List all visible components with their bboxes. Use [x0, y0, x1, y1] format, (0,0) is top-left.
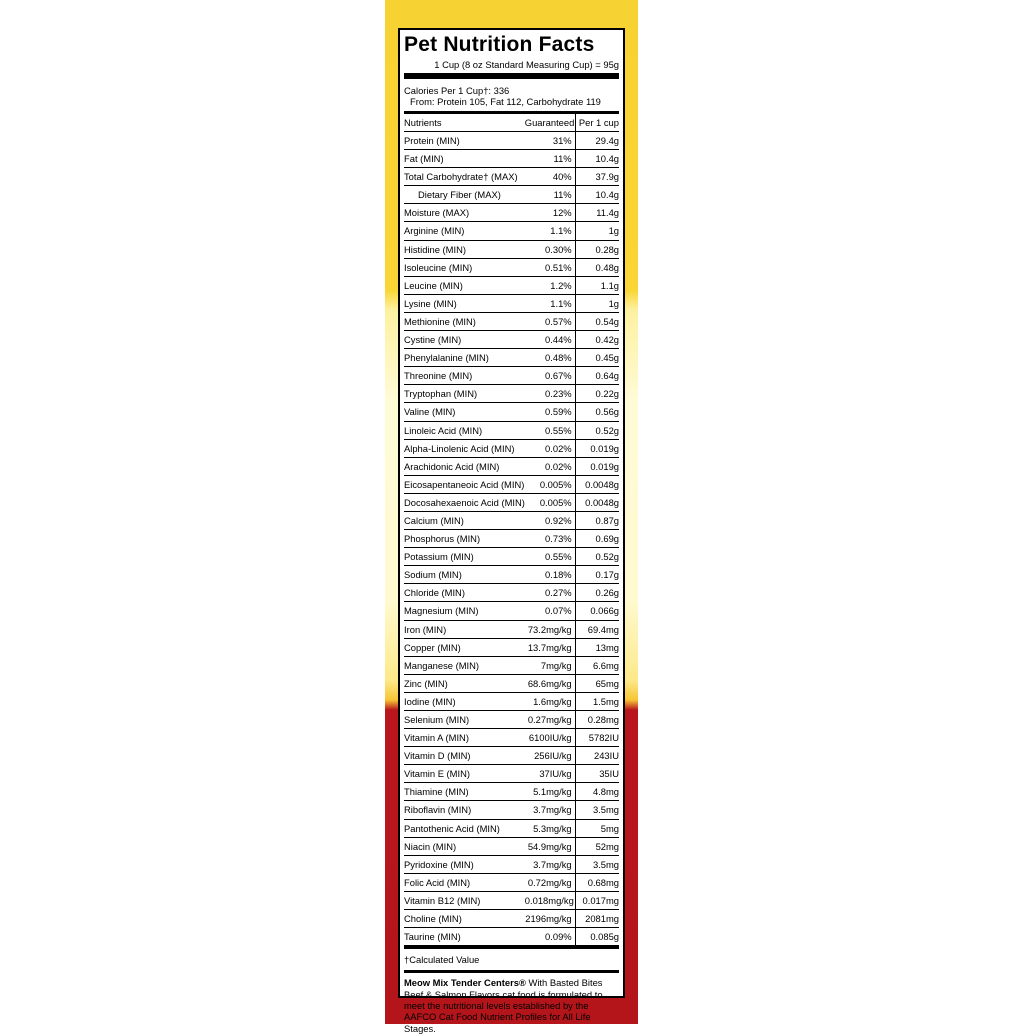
table-row — [404, 259, 619, 277]
guaranteed-value: 6100IU/kg — [525, 729, 575, 746]
table-row — [404, 910, 619, 928]
guaranteed-value: 7mg/kg — [525, 657, 575, 674]
guaranteed-value: 11% — [525, 186, 575, 203]
per-cup-value: 11.4g — [596, 207, 620, 219]
nutrient-name: Histidine (MIN) — [404, 243, 466, 255]
table-row — [404, 729, 619, 747]
per-cup-value: 0.0048g — [585, 478, 620, 490]
table-row — [404, 747, 619, 765]
nutrient-name: Manganese (MIN) — [404, 659, 480, 671]
nutrient-name: Vitamin E (MIN) — [404, 768, 470, 780]
guaranteed-value: 0.18% — [525, 566, 575, 583]
table-row — [404, 801, 619, 819]
per-cup-value: 52mg — [595, 840, 620, 852]
nutrient-name: Iron (MIN) — [404, 623, 447, 635]
per-cup-value: 3.5mg — [592, 858, 620, 870]
per-cup-value: 0.085g — [590, 931, 620, 943]
guaranteed-value: 31% — [525, 132, 575, 149]
nutrient-name: Magnesium (MIN) — [404, 605, 479, 617]
per-cup-value: 0.52g — [595, 424, 620, 436]
guaranteed-value: 0.005% — [525, 476, 575, 493]
per-cup-value: 0.0048g — [585, 496, 620, 508]
guaranteed-value: 0.72mg/kg — [525, 874, 575, 891]
nutrient-name: Cystine (MIN) — [404, 334, 462, 346]
guaranteed-value: 13.7mg/kg — [525, 639, 575, 656]
table-row — [404, 566, 619, 584]
table-row — [404, 675, 619, 693]
per-cup-value: 5mg — [600, 822, 620, 834]
per-cup-value: 0.45g — [595, 352, 620, 364]
nutrient-name: Arginine (MIN) — [404, 225, 465, 237]
nutrient-name: Threonine (MIN) — [404, 370, 473, 382]
table-row — [404, 458, 619, 476]
header-nutrients: Nutrients — [404, 117, 442, 128]
nutrient-name: Copper (MIN) — [404, 641, 461, 653]
per-cup-value: 0.56g — [595, 406, 620, 418]
table-row — [404, 711, 619, 729]
table-row — [404, 403, 619, 421]
per-cup-value: 10.4g — [595, 153, 620, 165]
guaranteed-value: 0.27% — [525, 584, 575, 601]
nutrition-facts-panel — [398, 28, 625, 1034]
per-cup-value: 0.69g — [595, 533, 620, 545]
guaranteed-value: 37IU/kg — [525, 765, 575, 782]
table-row — [404, 422, 619, 440]
per-cup-value: 29.4g — [595, 135, 620, 146]
guaranteed-value: 73.2mg/kg — [525, 621, 575, 638]
guaranteed-value: 0.51% — [525, 259, 575, 276]
guaranteed-value: 5.3mg/kg — [525, 820, 575, 837]
table-row — [404, 530, 619, 548]
per-cup-value: 6.6mg — [592, 659, 620, 671]
guaranteed-value: 12% — [525, 204, 575, 221]
nutrient-name: Linoleic Acid (MIN) — [404, 424, 483, 436]
serving-size: 1 Cup (8 oz Standard Measuring Cup) = 95g — [404, 58, 619, 79]
per-cup-value: 0.019g — [590, 460, 620, 472]
nutrient-table-body — [404, 132, 619, 946]
brand-name: Meow Mix Tender Centers® — [404, 977, 526, 989]
guaranteed-value: 0.07% — [525, 602, 575, 619]
table-row — [404, 548, 619, 566]
per-cup-value: 1.5mg — [592, 695, 620, 707]
nutrient-name: Niacin (MIN) — [404, 840, 457, 852]
nutrient-name: Pyridoxine (MIN) — [404, 858, 474, 870]
per-cup-value: 0.17g — [595, 569, 620, 581]
guaranteed-value: 0.30% — [525, 241, 575, 258]
guaranteed-value: 0.73% — [525, 530, 575, 547]
aafco-statement — [404, 973, 619, 1034]
guaranteed-value: 1.1% — [525, 295, 575, 312]
table-row — [404, 367, 619, 385]
nutrient-name: Vitamin B12 (MIN) — [404, 894, 481, 906]
nutrient-name: Methionine (MIN) — [404, 315, 476, 327]
per-cup-value: 13mg — [595, 641, 620, 653]
nutrient-name: Calcium (MIN) — [404, 514, 464, 526]
nutrient-name: Lysine (MIN) — [404, 297, 457, 309]
nutrient-name: Iodine (MIN) — [404, 695, 456, 707]
nutrient-name: Dietary Fiber (MAX) — [418, 189, 501, 201]
nutrient-name: Folic Acid (MIN) — [404, 876, 471, 888]
guaranteed-value: 68.6mg/kg — [525, 675, 575, 692]
table-row — [404, 892, 619, 910]
table-row — [404, 331, 619, 349]
nutrient-name: Zinc (MIN) — [404, 677, 448, 689]
guaranteed-value: 0.55% — [525, 422, 575, 439]
guaranteed-value: 2196mg/kg — [525, 910, 575, 927]
per-cup-value: 0.26g — [595, 587, 620, 599]
nutrient-name: Eicosapentaneoic Acid (MIN) — [404, 478, 525, 490]
table-row — [404, 512, 619, 530]
guaranteed-value: 0.23% — [525, 385, 575, 402]
per-cup-value: 35IU — [599, 768, 620, 780]
nutrient-name: Fat (MIN) — [404, 153, 444, 165]
per-cup-value: 3.5mg — [592, 804, 620, 816]
guaranteed-value: 1.2% — [525, 277, 575, 294]
per-cup-value: 69.4mg — [587, 623, 620, 635]
table-row — [404, 295, 619, 313]
table-row — [404, 820, 619, 838]
per-cup-value: 0.64g — [595, 370, 620, 382]
per-cup-value: 0.22g — [595, 388, 620, 400]
guaranteed-value: 3.7mg/kg — [525, 801, 575, 818]
table-row — [404, 204, 619, 222]
per-cup-value: 0.42g — [595, 334, 620, 346]
table-row — [404, 657, 619, 675]
guaranteed-value: 11% — [525, 150, 575, 167]
per-cup-value: 0.52g — [595, 551, 620, 563]
guaranteed-value: 54.9mg/kg — [525, 838, 575, 855]
per-cup-value: 1.1g — [600, 279, 620, 291]
per-cup-value: 2081mg — [585, 913, 619, 925]
nutrient-name: Vitamin D (MIN) — [404, 750, 471, 762]
nutrient-name: Phenylalanine (MIN) — [404, 352, 489, 364]
per-cup-value: 5782IU — [588, 732, 620, 744]
nutrient-name: Total Carbohydrate† (MAX) — [404, 171, 518, 183]
nutrient-name: Phosphorus (MIN) — [404, 533, 481, 545]
guaranteed-value: 0.27mg/kg — [525, 711, 575, 728]
per-cup-value: 0.017mg — [582, 894, 619, 906]
nutrient-name: Isoleucine (MIN) — [404, 261, 473, 273]
table-row — [404, 584, 619, 602]
per-cup-value: 0.48g — [595, 261, 620, 273]
guaranteed-value: 40% — [525, 168, 575, 185]
per-cup-value: 10.4g — [595, 189, 619, 201]
nutrient-name: Taurine (MIN) — [404, 931, 461, 943]
nutrient-name: Alpha-Linolenic Acid (MIN) — [404, 442, 515, 454]
guaranteed-value: 1.1% — [525, 222, 575, 239]
table-row — [404, 385, 619, 403]
guaranteed-value: 0.48% — [525, 349, 575, 366]
table-row — [404, 838, 619, 856]
table-row — [404, 349, 619, 367]
nutrient-name: Valine (MIN) — [404, 406, 456, 418]
guaranteed-value: 3.7mg/kg — [525, 856, 575, 873]
table-row — [404, 783, 619, 801]
nutrient-name: Vitamin A (MIN) — [404, 732, 469, 744]
nutrient-name: Tryptophan (MIN) — [404, 388, 478, 400]
table-row — [404, 277, 619, 295]
per-cup-value: 0.54g — [595, 315, 620, 327]
table-row — [404, 476, 619, 494]
table-row — [404, 874, 619, 892]
per-cup-value: 0.019g — [590, 442, 620, 454]
table-row — [404, 440, 619, 458]
per-cup-value: 1g — [608, 297, 620, 309]
table-row — [404, 639, 619, 657]
nutrient-name: Thiamine (MIN) — [404, 786, 469, 798]
guaranteed-value: 5.1mg/kg — [525, 783, 575, 800]
table-row — [404, 222, 619, 240]
nutrient-name: Protein (MIN) — [404, 135, 460, 146]
table-row — [404, 241, 619, 259]
guaranteed-value: 0.44% — [525, 331, 575, 348]
per-cup-value: 37.9g — [595, 171, 620, 183]
per-cup-value: 0.28mg — [587, 714, 620, 725]
nutrient-name: Docosahexaenoic Acid (MIN) — [404, 496, 525, 508]
per-cup-value: 0.28g — [595, 243, 620, 255]
table-row — [404, 621, 619, 639]
guaranteed-value: 0.02% — [525, 440, 575, 457]
guaranteed-value: 0.92% — [525, 512, 575, 529]
per-cup-value: 0.87g — [595, 514, 620, 526]
guaranteed-value: 0.55% — [525, 548, 575, 565]
guaranteed-value: 0.018mg/kg — [525, 892, 576, 909]
nutrient-name: Riboflavin (MIN) — [404, 804, 472, 816]
nutrient-name: Sodium (MIN) — [404, 569, 462, 581]
per-cup-value: 0.68mg — [587, 876, 620, 888]
table-row — [404, 168, 619, 186]
calories-per-cup: Calories Per 1 Cup†: 336 — [404, 85, 510, 96]
per-cup-value: 243IU — [593, 750, 620, 762]
calories-breakdown: From: Protein 105, Fat 112, Carbohydrate 119 — [404, 96, 619, 114]
table-header — [404, 114, 619, 132]
nutrient-name: Potassium (MIN) — [404, 551, 474, 563]
header-per-cup: Per 1 cup — [578, 117, 619, 128]
table-row — [404, 132, 619, 150]
table-row — [404, 494, 619, 512]
nutrient-name: Pantothenic Acid (MIN) — [404, 822, 500, 834]
table-row — [404, 693, 619, 711]
table-row — [404, 765, 619, 783]
table-row — [404, 313, 619, 331]
guaranteed-value: 0.67% — [525, 367, 575, 384]
guaranteed-value: 1.6mg/kg — [525, 693, 575, 710]
table-row — [404, 150, 619, 168]
nutrient-name: Arachidonic Acid (MIN) — [404, 460, 500, 472]
per-cup-value: 4.8mg — [592, 786, 620, 798]
guaranteed-value: 256IU/kg — [525, 747, 575, 764]
per-cup-value: 0.066g — [590, 605, 620, 617]
guaranteed-value: 0.57% — [525, 313, 575, 330]
guaranteed-value: 0.59% — [525, 403, 575, 420]
footnote: †Calculated Value — [404, 946, 619, 973]
per-cup-value: 1g — [608, 225, 620, 237]
table-row — [404, 856, 619, 874]
header-guaranteed: Guaranteed — [525, 114, 576, 131]
statement-text: With Basted Bites Beef & Salmon Flavors cat food is formulated to meet the nutritional levels established by the AAFCO Cat Food Nutrient Profiles for All Life Stages. — [404, 977, 603, 1034]
guaranteed-value: 0.02% — [525, 458, 575, 475]
nutrient-name: Leucine (MIN) — [404, 279, 463, 291]
table-row — [404, 186, 619, 204]
table-row — [404, 928, 619, 946]
panel-title: Pet Nutrition Facts — [404, 33, 595, 56]
nutrient-name: Moisture (MAX) — [404, 207, 470, 219]
per-cup-value: 65mg — [595, 677, 620, 689]
guaranteed-value: 0.09% — [525, 928, 575, 945]
nutrient-name: Chloride (MIN) — [404, 587, 465, 599]
nutrient-name: Selenium (MIN) — [404, 714, 470, 725]
table-row — [404, 602, 619, 620]
nutrient-name: Choline (MIN) — [404, 913, 462, 925]
guaranteed-value: 0.005% — [525, 494, 575, 511]
